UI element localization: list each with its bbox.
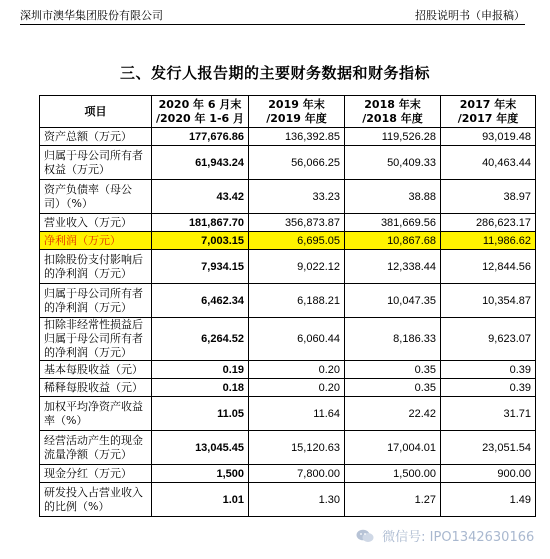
row-label: 资产负债率（母公司）（%） — [40, 180, 152, 214]
table-cell: 15,120.63 — [249, 431, 345, 465]
watermark-text: 微信号: IPO1342630166 — [382, 530, 535, 545]
row-label: 稀释每股收益（元） — [40, 379, 152, 397]
table-cell: 119,526.28 — [345, 128, 441, 146]
column-header: 项目 — [40, 96, 152, 128]
column-header: 2019 年末 /2019 年度 — [249, 96, 345, 128]
table-cell: 23,051.54 — [441, 431, 536, 465]
row-label: 扣除股份支付影响后的净利润（万元） — [40, 250, 152, 284]
table-cell: 11.64 — [249, 397, 345, 431]
table-row — [40, 284, 536, 318]
table-cell: 17,004.01 — [345, 431, 441, 465]
table-cell: 900.00 — [441, 465, 536, 483]
table-cell: 13,045.45 — [152, 431, 249, 465]
column-header: 2017 年末 /2017 年度 — [441, 96, 536, 128]
section-title: 三、发行人报告期的主要财务数据和财务指标 — [119, 64, 430, 82]
table-cell: 0.20 — [249, 379, 345, 397]
table-row — [40, 146, 536, 180]
table-cell: 38.88 — [345, 180, 441, 214]
table-cell: 9,022.12 — [249, 250, 345, 284]
table-cell: 181,867.70 — [152, 214, 249, 232]
table-cell: 0.39 — [441, 379, 536, 397]
table-header-row — [40, 96, 536, 128]
financial-table — [39, 95, 536, 517]
table-cell: 93,019.48 — [441, 128, 536, 146]
company-name: 深圳市澳华集团股份有限公司 — [20, 9, 163, 22]
table-cell: 1,500.00 — [345, 465, 441, 483]
page-header — [20, 8, 525, 25]
table-cell: 40,463.44 — [441, 146, 536, 180]
table-row — [40, 379, 536, 397]
table-cell: 6,060.44 — [249, 318, 345, 361]
row-label: 资产总额（万元） — [40, 128, 152, 146]
table-cell: 10,047.35 — [345, 284, 441, 318]
column-header: 2018 年末 /2018 年度 — [345, 96, 441, 128]
table-cell: 6,264.52 — [152, 318, 249, 361]
table-cell: 1.30 — [249, 483, 345, 517]
row-label: 经营活动产生的现金流量净额（万元） — [40, 431, 152, 465]
table-row — [40, 318, 536, 361]
table-row — [40, 361, 536, 379]
row-label: 基本每股收益（元） — [40, 361, 152, 379]
table-cell: 9,623.07 — [441, 318, 536, 361]
table-cell: 56,066.25 — [249, 146, 345, 180]
watermark — [356, 526, 534, 548]
table-row — [40, 250, 536, 284]
table-cell: 1.27 — [345, 483, 441, 517]
table-row — [40, 483, 536, 517]
table-cell: 286,623.17 — [441, 214, 536, 232]
table-cell: 0.19 — [152, 361, 249, 379]
column-header: 2020 年 6 月末 /2020 年 1-6 月 — [152, 96, 249, 128]
table-row — [40, 431, 536, 465]
row-label: 加权平均净资产收益率（%） — [40, 397, 152, 431]
document-type: 招股说明书（申报稿） — [415, 9, 525, 22]
row-label: 营业收入（万元） — [40, 214, 152, 232]
table-cell: 50,409.33 — [345, 146, 441, 180]
table-cell: 7,003.15 — [152, 232, 249, 250]
table-cell: 11.05 — [152, 397, 249, 431]
table-cell: 136,392.85 — [249, 128, 345, 146]
table-row — [40, 397, 536, 431]
table-row — [40, 465, 536, 483]
table-cell: 1,500 — [152, 465, 249, 483]
table-cell: 10,354.87 — [441, 284, 536, 318]
table-cell: 38.97 — [441, 180, 536, 214]
table-row — [40, 180, 536, 214]
table-cell: 11,986.62 — [441, 232, 536, 250]
table-cell: 0.35 — [345, 379, 441, 397]
row-label: 归属于母公司所有者的净利润（万元） — [40, 284, 152, 318]
table-row — [40, 214, 536, 232]
table-cell: 7,934.15 — [152, 250, 249, 284]
table-cell: 61,943.24 — [152, 146, 249, 180]
table-row — [40, 128, 536, 146]
table-cell: 22.42 — [345, 397, 441, 431]
table-cell: 1.01 — [152, 483, 249, 517]
table-cell: 0.18 — [152, 379, 249, 397]
table-cell: 381,669.56 — [345, 214, 441, 232]
table-cell: 6,462.34 — [152, 284, 249, 318]
row-label: 研发投入占营业收入的比例（%） — [40, 483, 152, 517]
table-cell: 6,695.05 — [249, 232, 345, 250]
table-cell: 0.20 — [249, 361, 345, 379]
table-cell: 7,800.00 — [249, 465, 345, 483]
table-cell: 177,676.86 — [152, 128, 249, 146]
row-label: 净利润（万元） — [40, 232, 152, 250]
row-label: 扣除非经常性损益后归属于母公司所有者的净利润（万元） — [40, 318, 152, 361]
row-label: 现金分红（万元） — [40, 465, 152, 483]
wechat-icon — [356, 529, 374, 543]
table-cell: 6,188.21 — [249, 284, 345, 318]
table-cell: 0.35 — [345, 361, 441, 379]
table-row — [40, 232, 536, 250]
row-label: 归属于母公司所有者权益（万元） — [40, 146, 152, 180]
table-cell: 33.23 — [249, 180, 345, 214]
table-cell: 8,186.33 — [345, 318, 441, 361]
table-cell: 10,867.68 — [345, 232, 441, 250]
table-cell: 12,338.44 — [345, 250, 441, 284]
table-cell: 31.71 — [441, 397, 536, 431]
table-cell: 43.42 — [152, 180, 249, 214]
table-cell: 0.39 — [441, 361, 536, 379]
table-cell: 1.49 — [441, 483, 536, 517]
table-cell: 356,873.87 — [249, 214, 345, 232]
table-cell: 12,844.56 — [441, 250, 536, 284]
